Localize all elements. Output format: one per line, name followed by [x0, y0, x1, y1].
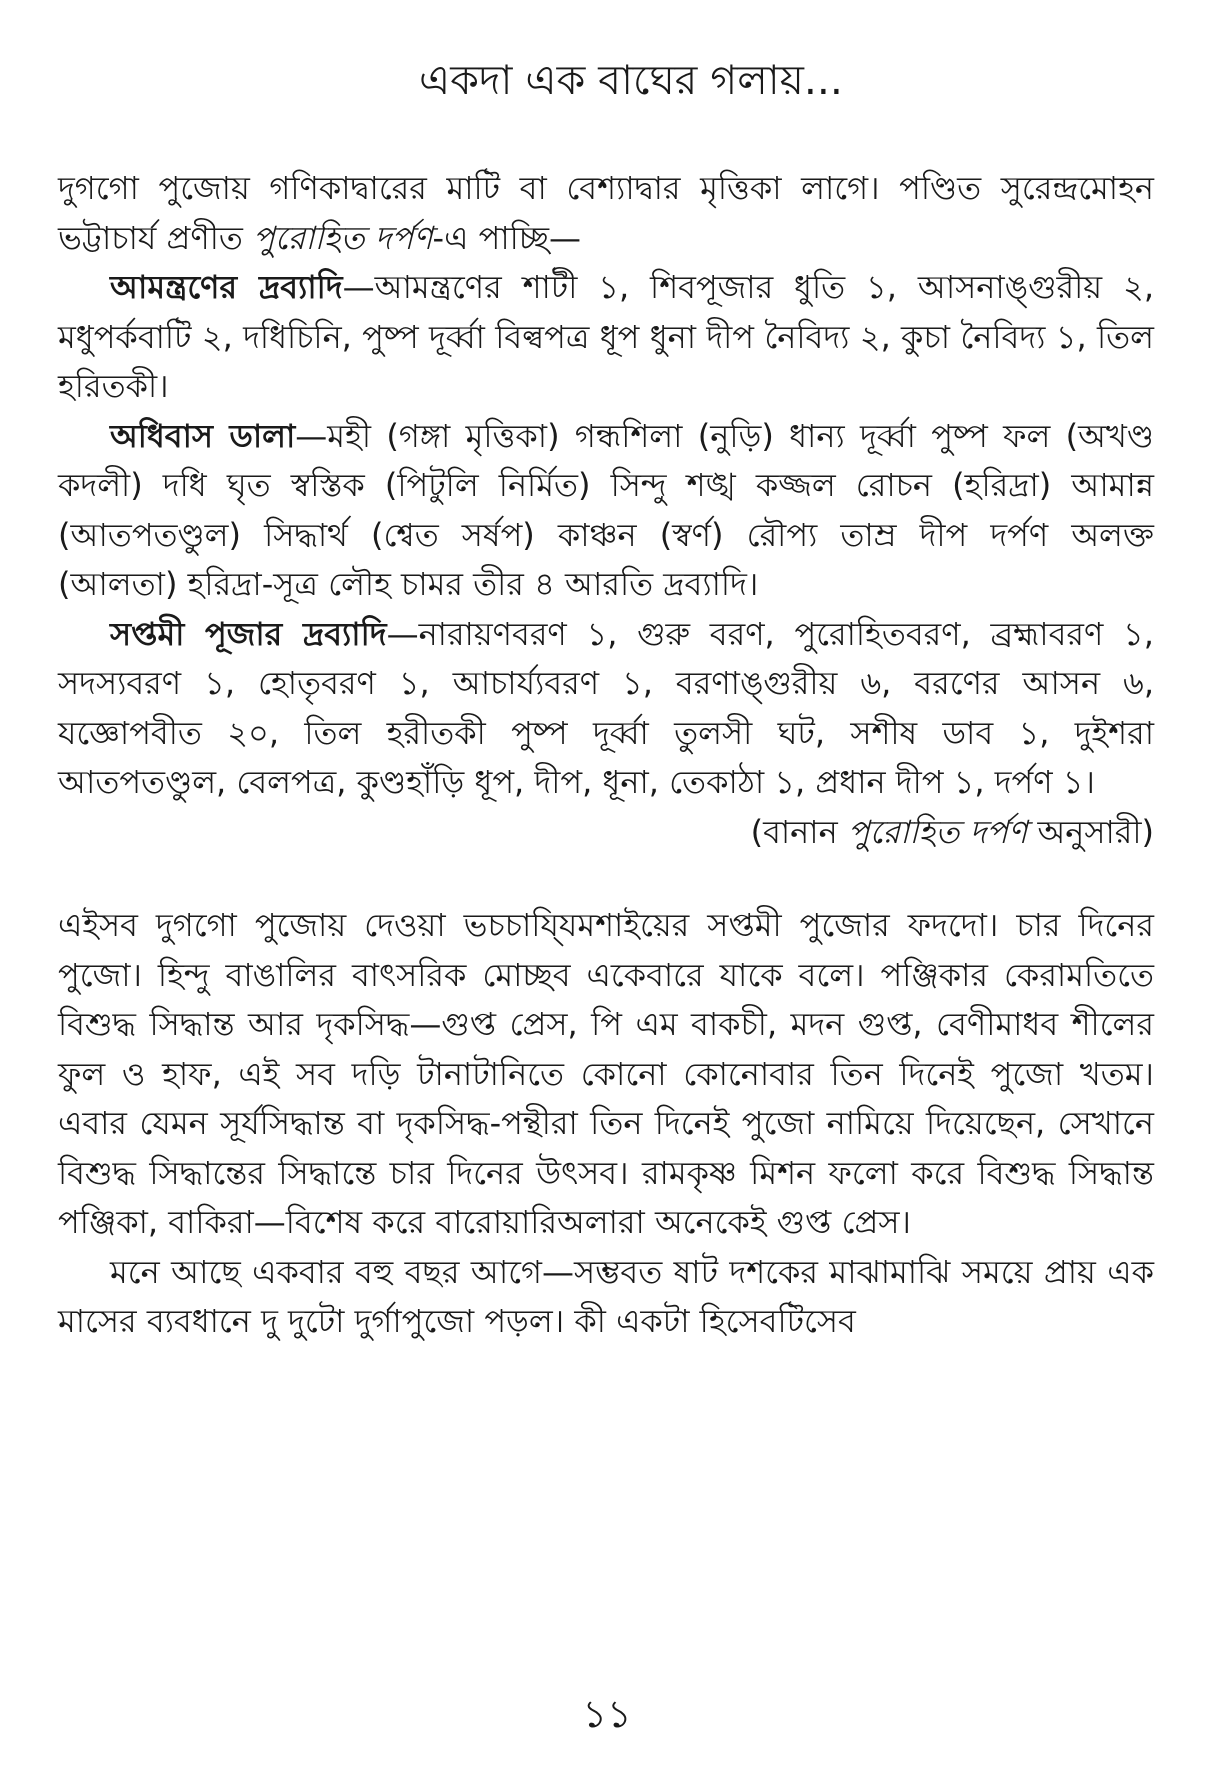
intro-text-end: -এ পাচ্ছি— — [432, 218, 582, 257]
spelling-attribution — [58, 808, 1154, 858]
saptami-items-heading: সপ্তমী পূজার দ্রব্যাদি — [110, 614, 387, 653]
invitation-items-heading: আমন্ত্রণের দ্রব্যাদি — [110, 268, 343, 306]
saptami-items-text: —নারায়ণবরণ ১, গুরু বরণ, পুরোহিতবরণ, ব্রহ্মাবরণ ১, সদস্যবরণ ১, হোতৃবরণ ১, আচার্য্যবরণ ১, বরণাঙ্গুরীয় ৬, বরণের আসন ৬, যজ্ঞোপবীত ২০, তিল হরীতকী পুষ্প দূর্ব্বা তুলসী ঘট, সশীষ ডাব ১, দুইশরা আতপতণ্ডুল, বেলপত্র, কুণ্ডহাঁড়ি ধূপ, দীপ, ধূনা, তেকাঠা ১, প্রধান দীপ ১, দর্পণ ১। — [58, 614, 1154, 801]
adhibas-tray-heading: অধিবাস ডালা — [110, 416, 296, 455]
book-title-reference: পুরোহিত দর্পণ — [253, 218, 433, 257]
intro-text: দুগগো পুজোয় গণিকাদ্বারের মাটি বা বেশ্যাদ্বার মৃত্তিকা লাগে। পণ্ডিত সুরেন্দ্রমোহন ভট্টাচার্য প্রণীত — [58, 169, 1154, 257]
attribution-close: অনুসারী) — [1027, 812, 1154, 851]
invitation-items-paragraph — [58, 263, 1154, 412]
memory-paragraph: মনে আছে একবার বহু বছর আগে—সম্ভবত ষাট দশকের মাঝামাঝি সময়ে প্রায় এক মাসের ব্যবধানে দু দুটো দুর্গাপুজো পড়ল। কী একটা হিসেবটিসেব — [58, 1252, 1154, 1340]
page-title: একদা এক বাঘের গলায়... — [419, 56, 843, 104]
section-gap — [58, 857, 1154, 901]
page-body — [58, 164, 1154, 1347]
saptami-items-paragraph — [58, 610, 1154, 808]
adhibas-tray-paragraph — [58, 412, 1154, 610]
invitation-items-text: —আমন্ত্রণের শাটী ১, শিবপূজার ধুতি ১, আসনাঙ্গুরীয় ২, মধুপর্কবাটি ২, দধিচিনি, পুষ্প দূর্ব্বা বিল্বপত্র ধূপ ধুনা দীপ নৈবিদ্য ২, কুচা নৈবিদ্য ১, তিল হরিতকী। — [58, 268, 1154, 405]
adhibas-tray-text: —মহী (গঙ্গা মৃত্তিকা) গন্ধশিলা (নুড়ি) ধান্য দূর্ব্বা পুষ্প ফল (অখণ্ড কদলী) দধি ঘৃত স্বস্তিক (পিটুলি নির্মিত) সিন্দু শঙ্খ কজ্জল রোচন (হরিদ্রা) আমান্ন (আতপতণ্ডুল) সিদ্ধার্থ (শ্বেত সর্ষপ) কাঞ্চন (স্বর্ণ) রৌপ্য তাম্র দীপ দর্পণ অলক্ত (আলতা) হরিদ্রা-সূত্র লৌহ চামর তীর ৪ আরতি দ্রব্যাদি। — [58, 416, 1154, 603]
page-number: ১১ — [582, 1692, 632, 1736]
attribution-open: (বানান — [750, 812, 848, 851]
attribution-book-title: পুরোহিত দর্পণ — [847, 812, 1028, 851]
narrative-paragraph: এইসব দুগগো পুজোয় দেওয়া ভচচাযি্যমশাইয়ের সপ্তমী পুজোর ফদদো। চার দিনের পুজো। হিন্দু বাঙালির বাৎসরিক মোচ্ছব একেবারে যাকে বলে। পঞ্জিকার কেরামতিতে বিশুদ্ধ সিদ্ধান্ত আর দৃকসিদ্ধ—গুপ্ত প্রেস, পি এম বাকচী, মদন গুপ্ত, বেণীমাধব শীলের ফুল ও হাফ, এই সব দড়ি টানাটানিতে কোনো কোনোবার তিন দিনেই পুজো খতম। এবার যেমন সূর্যসিদ্ধান্ত বা দৃকসিদ্ধ-পন্থীরা তিন দিনেই পুজো নামিয়ে দিয়েছেন, সেখানে বিশুদ্ধ সিদ্ধান্তের সিদ্ধান্তে চার দিনের উৎসব। রামকৃষ্ণ মিশন ফলো করে বিশুদ্ধ সিদ্ধান্ত পঞ্জিকা, বাকিরা—বিশেষ করে বারোয়ারিঅলারা অনেকেই গুপ্ত প্রেস। — [58, 906, 1154, 1241]
intro-paragraph — [58, 164, 1154, 263]
